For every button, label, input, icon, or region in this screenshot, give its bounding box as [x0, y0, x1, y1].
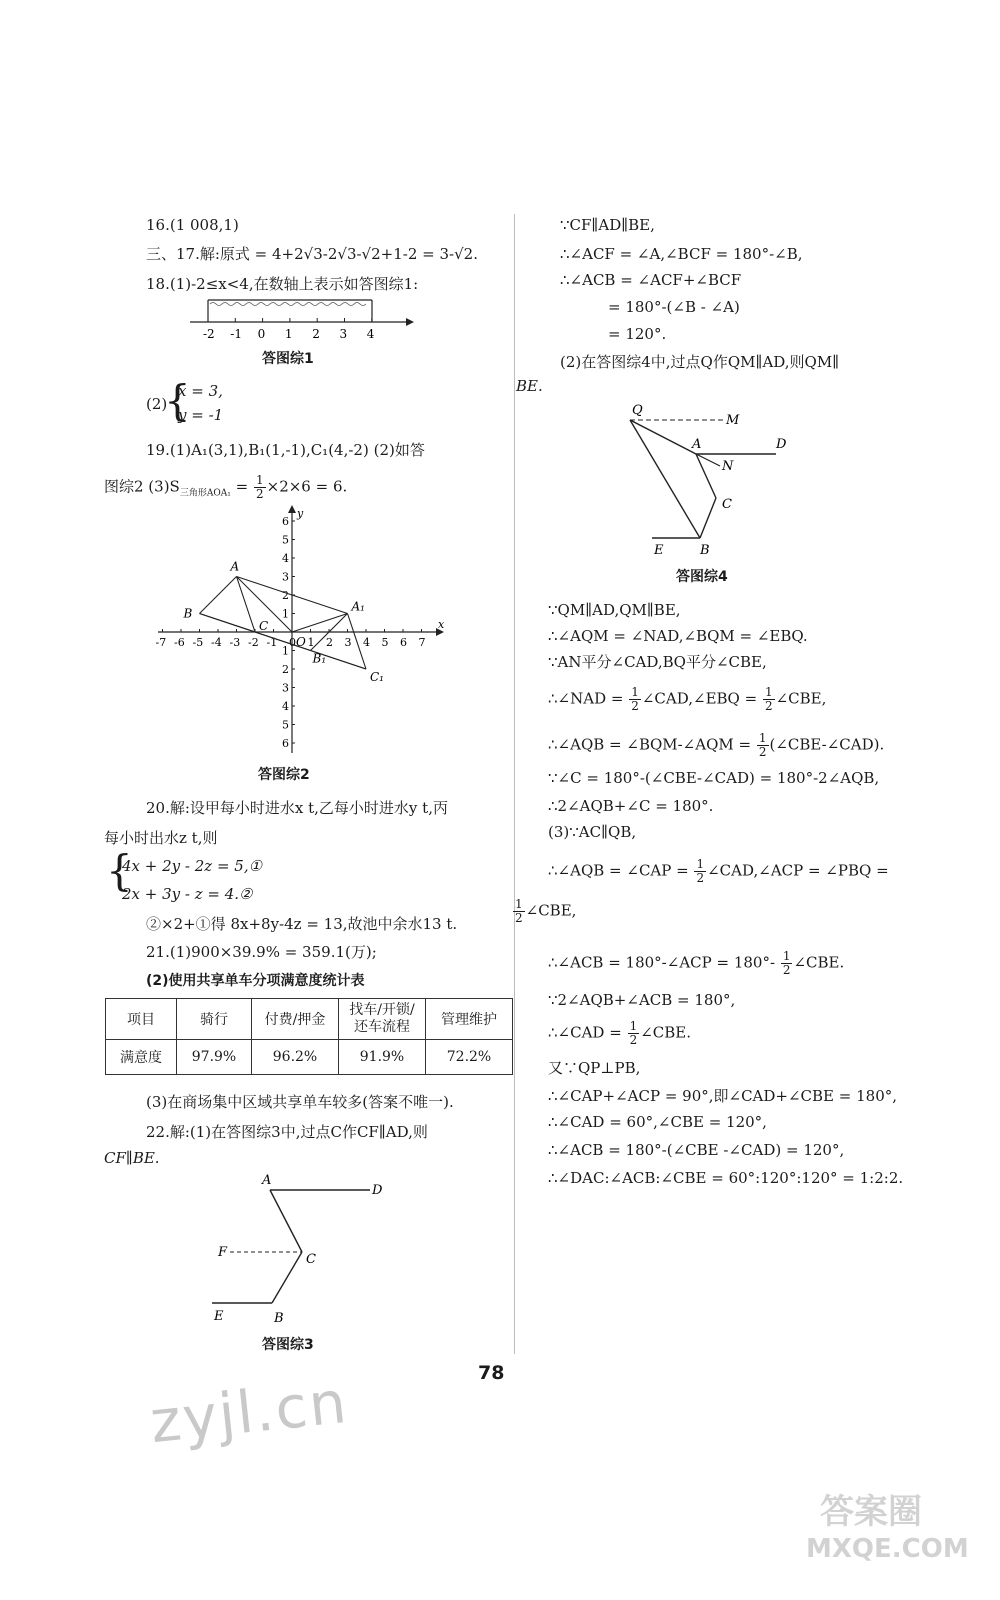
number-line-tick-label: 4 [366, 327, 375, 341]
x-tick-label: -3 [229, 636, 241, 649]
x-tick-label: -7 [155, 636, 167, 649]
x-tick-label: 1 [307, 636, 315, 649]
answer-21-part3: (3)在商场集中区域共享单车较多(答案不唯一). [146, 1093, 454, 1111]
number-line-tick-label: -1 [230, 327, 243, 341]
point-label: A [692, 437, 702, 452]
point-label: A [230, 559, 240, 574]
right-line-14: ∴2∠AQB+∠C = 180°. [548, 797, 714, 815]
answer-18-part2-prefix: (2) [146, 395, 168, 413]
system-brace: { [164, 376, 191, 425]
point-label: E [214, 1309, 224, 1324]
point-label: Q [632, 403, 643, 418]
y-tick-label: 6 [282, 737, 289, 750]
axis-label: y [297, 507, 304, 520]
y-tick-label: 4 [282, 552, 289, 565]
point-label: C [259, 619, 269, 633]
answer-22-line1: 22.解:(1)在答图综3中,过点C作CF∥AD,则 [146, 1123, 428, 1141]
right-line-6: (2)在答图综4中,过点Q作QM∥AD,则QM∥ [560, 353, 840, 371]
right-line-15: (3)∵AC∥QB, [548, 823, 637, 841]
figure-4-caption: 答图综4 [676, 569, 728, 585]
answer-17: 三、17.解:原式 = 4+2√3-2√3-√2+1-2 = 3-√2. [146, 245, 478, 263]
y-tick-label: 1 [282, 644, 289, 658]
table-header-maintenance: 管理维护 [426, 999, 513, 1040]
answer-19-line2: 图综2 $(3)S_{三角形AOA_1}$ = $\frac{1}{2}$ ×2×6 = 6. [104, 473, 348, 501]
table-header-riding: 骑行 [177, 999, 252, 1040]
right-line-11: ∴∠NAD = $\frac{1}{2}$ ∠CAD,∠EBQ = $\frac{1}{2}$ ∠CBE, [548, 685, 827, 713]
y-tick-label: 1 [282, 607, 289, 621]
table-header-item: 项目 [106, 999, 177, 1040]
y-tick-label: 3 [282, 681, 289, 695]
right-line-21: 又∵QP⊥PB, [548, 1059, 641, 1077]
right-line-5: = 120°. [608, 325, 667, 343]
table-cell: 97.9% [177, 1040, 252, 1075]
point-label: B₁ [312, 651, 327, 666]
x-tick-label: -6 [174, 636, 185, 649]
y-tick-label: 6 [282, 515, 289, 528]
answer-20-eq1: 4x + 2y - 2z = 5,① [122, 857, 263, 875]
point-label: A [262, 1173, 272, 1188]
x-tick-label: -5 [192, 636, 204, 649]
point-label: F [218, 1245, 228, 1260]
answer-21-part1: 21.(1)900×39.9% = 359.1(万); [146, 943, 377, 961]
right-line-13: ∵∠C = 180°-(∠CBE-∠CAD) = 180°-2∠AQB, [548, 769, 880, 787]
number-line-tick-label: -2 [203, 327, 215, 341]
system-brace-20: { [106, 846, 133, 895]
right-line-10: ∵AN平分∠CAD,BQ平分∠CBE, [548, 653, 767, 671]
right-line-17: $\frac{1}{2}$ ∠CBE, [515, 897, 577, 925]
x-tick-label: 5 [381, 636, 389, 649]
triangle-edge [237, 577, 256, 633]
axis-label: x [438, 618, 445, 631]
figure-3-caption: 答图综3 [262, 1337, 314, 1353]
triangle-edge [200, 577, 237, 614]
watermark-logo: MXQE.COM [806, 1534, 969, 1564]
answer-20-line2: 每小时出水z t,则 [104, 829, 218, 847]
system-eq-2: y = -1 [178, 406, 224, 424]
x-tick-label: -4 [211, 636, 222, 649]
y-axis-arrow [288, 505, 296, 513]
right-line-16: ∴∠AQB = ∠CAP = $\frac{1}{2}$ ∠CAD,∠ACP = ∠PBQ = [548, 857, 889, 885]
table-cell: 72.2% [426, 1040, 513, 1075]
number-line-tick-label: 1 [284, 327, 293, 341]
right-line-22: ∴∠CAP+∠ACP = 90°,即∠CAD+∠CBE = 180°, [548, 1087, 898, 1105]
x-tick-label: 0 [289, 636, 296, 649]
point-label: E [654, 543, 664, 558]
number-line-figure [190, 292, 420, 342]
x-tick-label: -1 [266, 636, 278, 649]
y-tick-label: 2 [282, 589, 289, 602]
right-line-23: ∴∠CAD = 60°,∠CBE = 120°, [548, 1113, 767, 1131]
right-line-9: ∴∠AQM = ∠NAD,∠BQM = ∠EBQ. [548, 627, 808, 645]
y-tick-label: 5 [282, 533, 289, 547]
number-line-arrow [406, 318, 414, 326]
answer-22-line2: CF∥BE. [104, 1149, 160, 1167]
point-label: C [306, 1252, 316, 1267]
table-title: (2)使用共享单车分项满意度统计表 [146, 973, 365, 989]
table-cell: 96.2% [252, 1040, 339, 1075]
solution-range-hatch [210, 303, 366, 306]
table-cell: 满意度 [106, 1040, 177, 1075]
answer-16: 16.(1 008,1) [146, 216, 239, 234]
x-tick-label: 7 [418, 636, 426, 649]
right-line-4: = 180°-(∠B - ∠A) [608, 298, 740, 316]
point-label: C [722, 497, 732, 512]
table-cell: 91.9% [339, 1040, 426, 1075]
point-label: O [296, 635, 306, 649]
right-line-18: ∴∠ACB = 180°-∠ACP = 180°- $\frac{1}{2}$ ∠CBE. [548, 949, 845, 977]
right-line-2: ∴∠ACF = ∠A,∠BCF = 180°-∠B, [560, 245, 803, 263]
x-tick-label: 4 [363, 636, 370, 649]
right-line-8: ∵QM∥AD,QM∥BE, [548, 601, 681, 619]
page-number: 78 [478, 1362, 505, 1384]
right-line-3: ∴∠ACB = ∠ACF+∠BCF [560, 271, 742, 289]
point-label: B [700, 543, 710, 558]
coordinate-grid-figure [150, 505, 450, 760]
table-header-process: 找车/开锁/还车流程 [339, 999, 426, 1040]
column-divider [514, 214, 515, 1354]
figure-2-caption: 答图综2 [258, 767, 310, 783]
number-line-tick-label: 0 [257, 327, 266, 341]
x-tick-label: 6 [400, 636, 407, 649]
right-line-19: ∵2∠AQB+∠ACB = 180°, [548, 991, 736, 1009]
y-tick-label: 2 [282, 663, 289, 676]
right-line-25: ∴∠DAC:∠ACB:∠CBE = 60°:120°:120° = 1:2:2. [548, 1169, 904, 1187]
answer-20-eq2: 2x + 3y - z = 4.② [122, 885, 253, 903]
y-tick-label: 3 [282, 570, 289, 584]
figure-4-diagram [620, 398, 820, 563]
point-label: M [726, 413, 740, 428]
answer-19-line1: 19.(1)A₁(3,1),B₁(1,-1),C₁(4,-2) (2)如答 [146, 441, 425, 459]
x-tick-label: 2 [326, 636, 333, 649]
point-label: C₁ [370, 670, 384, 684]
x-tick-label: 3 [344, 636, 352, 649]
number-line-tick-label: 2 [312, 327, 320, 341]
point-label: B [183, 606, 193, 621]
point-label: D [372, 1183, 383, 1198]
right-line-12: ∴∠AQB = ∠BQM-∠AQM = $\frac{1}{2}$ (∠CBE-∠CAD). [548, 731, 885, 759]
point-label: D [776, 437, 787, 452]
y-tick-label: 4 [282, 700, 289, 713]
watermark-logo: zyjl.cn [146, 1367, 352, 1457]
right-line-7: BE. [516, 377, 543, 395]
figure-1-caption: 答图综1 [262, 351, 314, 367]
number-line-tick-label: 3 [339, 327, 348, 341]
point-label: A₁ [351, 599, 365, 614]
figure-3-diagram [210, 1168, 410, 1328]
watermark-logo: 答案圈 [820, 1492, 922, 1532]
answer-20-conclusion: ②×2+①得 8x+8y-4z = 13,故池中余水13 t. [146, 915, 458, 933]
x-tick-label: -2 [248, 636, 259, 649]
point-label: B [274, 1311, 284, 1326]
right-line-24: ∴∠ACB = 180°-(∠CBE -∠CAD) = 120°, [548, 1141, 845, 1159]
answer-20-line1: 20.解:设甲每小时进水x t,乙每小时进水y t,丙 [146, 799, 448, 817]
y-tick-label: 5 [282, 718, 289, 732]
system-eq-1: x = 3, [178, 382, 223, 400]
point-label: N [722, 459, 734, 474]
satisfaction-table [105, 998, 513, 1075]
triangle-aoa1-edge [292, 614, 348, 633]
right-line-1: ∵CF∥AD∥BE, [560, 216, 655, 234]
table-header-payment: 付费/押金 [252, 999, 339, 1040]
right-line-20: ∴∠CAD = $\frac{1}{2}$ ∠CBE. [548, 1019, 692, 1047]
answer-18-part1: 18.(1)-2≤x<4,在数轴上表示如答图综1: [146, 275, 419, 293]
